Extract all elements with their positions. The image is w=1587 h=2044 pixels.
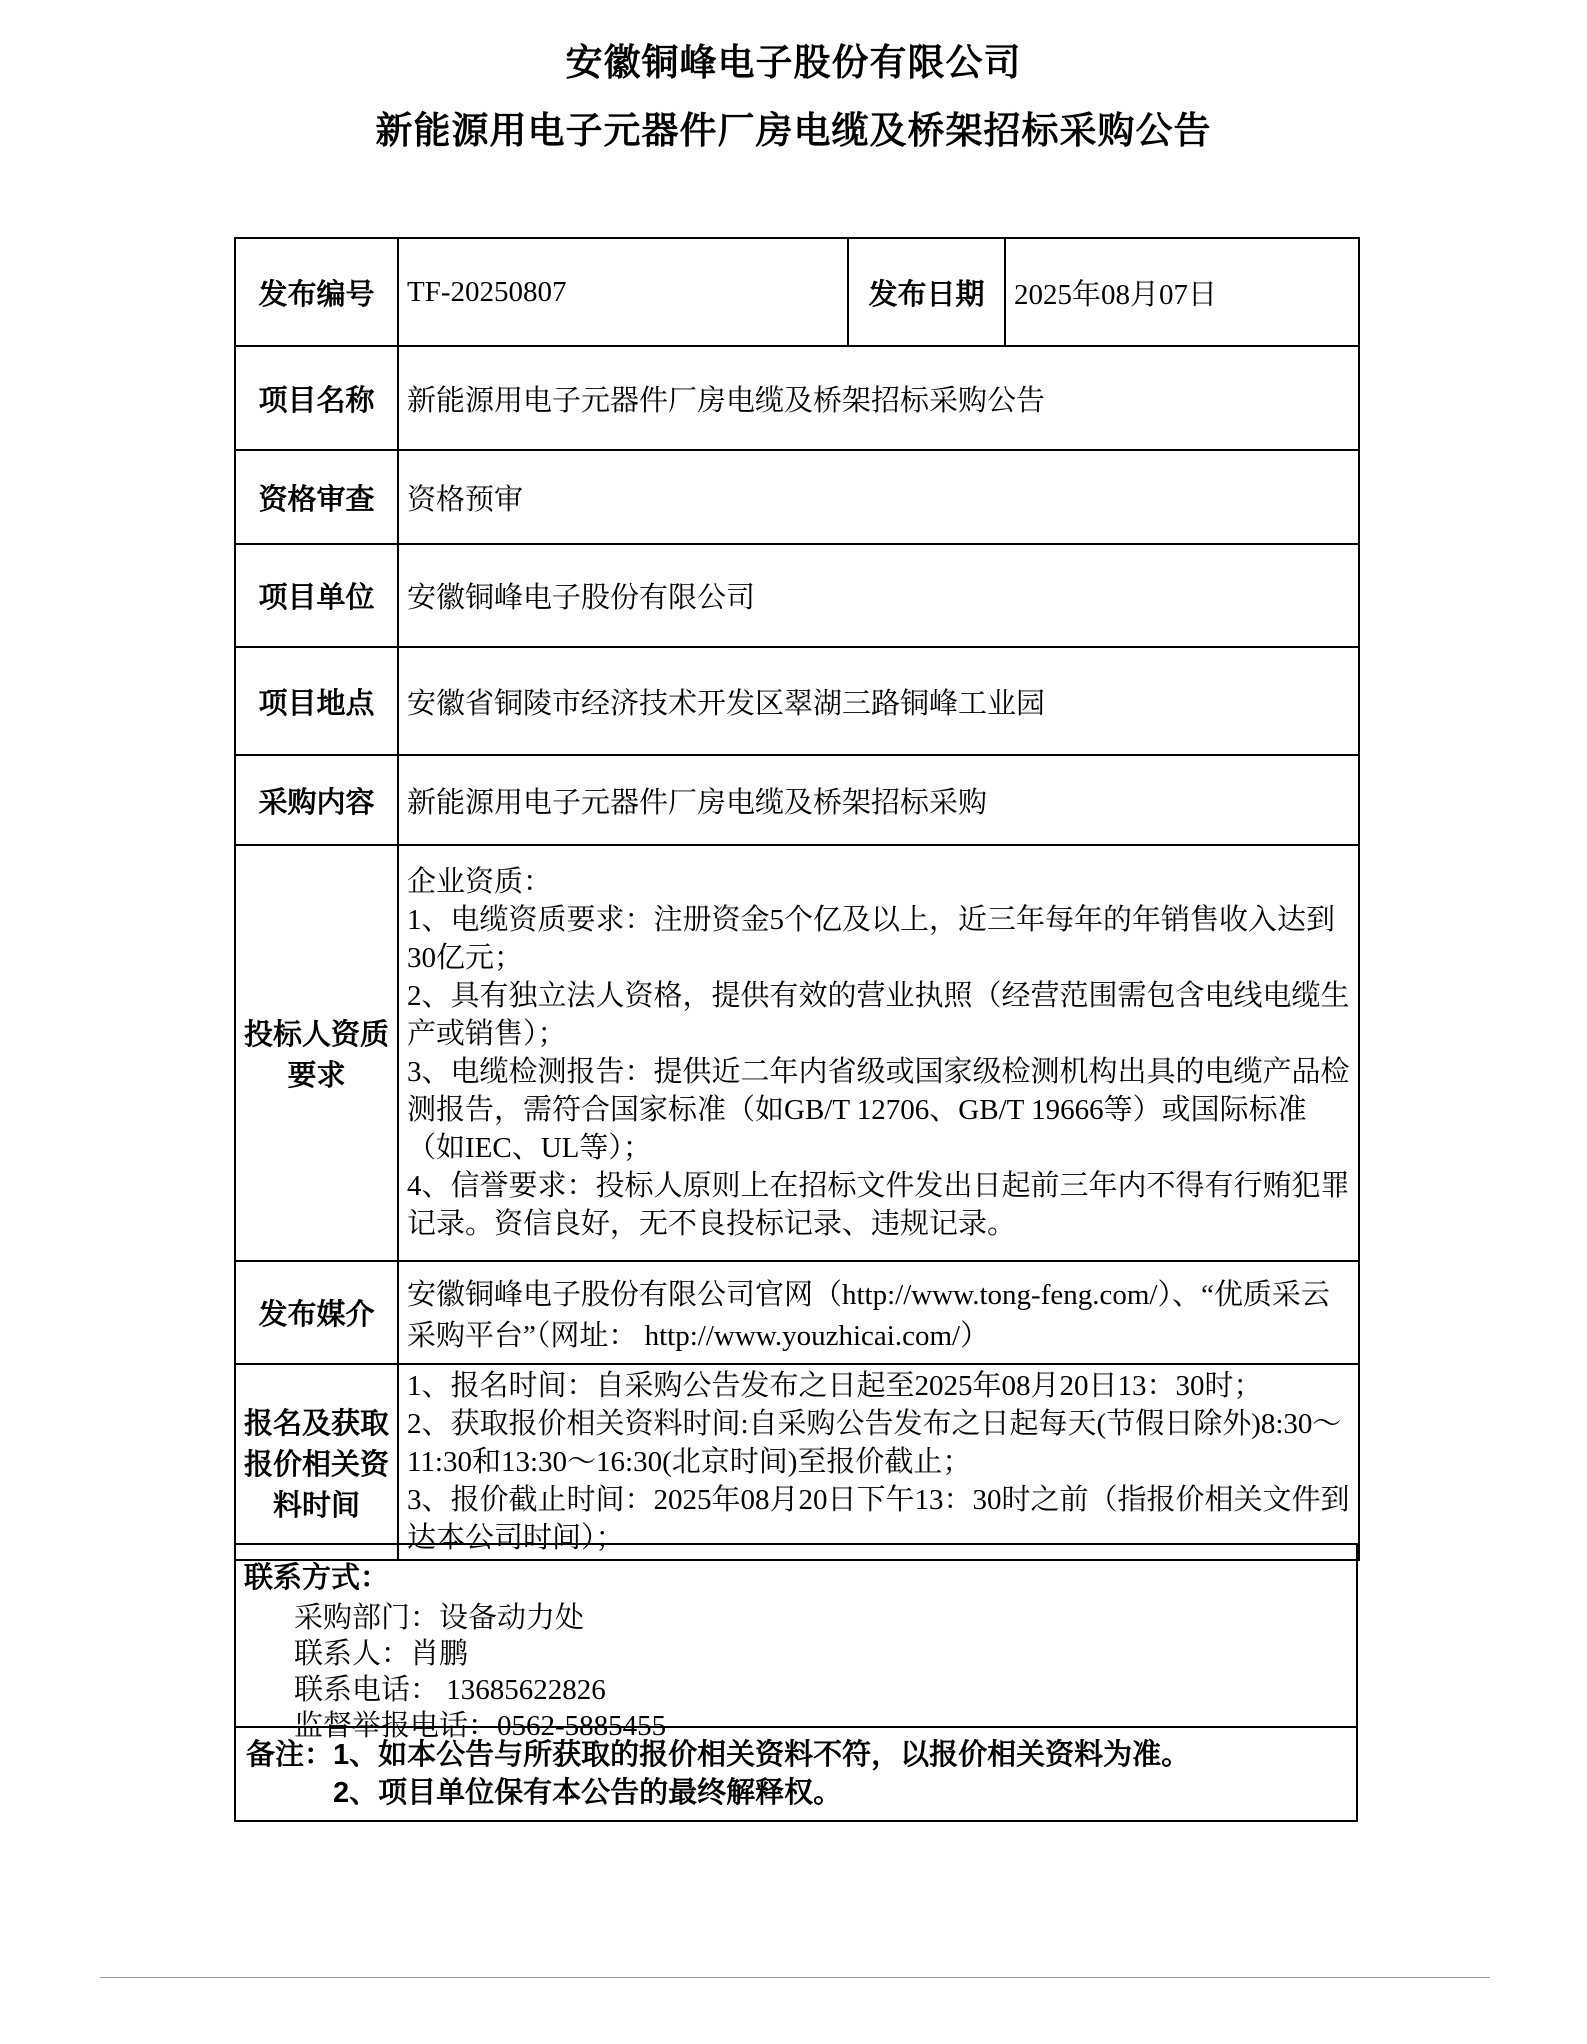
contact-phone: 联系电话： 13685622826 xyxy=(294,1674,606,1706)
qualification-review-label: 资格审查 xyxy=(235,450,398,544)
project-name-value: 新能源用电子元器件厂房电缆及桥架招标采购公告 xyxy=(398,346,1359,450)
qualification-line: 企业资质： xyxy=(407,866,553,898)
qualification-review-value: 资格预审 xyxy=(398,450,1359,544)
publish-media-value: 安徽铜峰电子股份有限公司官网（http://www.tong-feng.com/）、“优质采云采购平台”（网址： http://www.youzhicai.com/） xyxy=(398,1261,1359,1364)
publish-no-value: TF-20250807 xyxy=(398,238,848,346)
remark-line-2: 2、项目单位保有本公告的最终解释权。 xyxy=(333,1777,843,1809)
bidder-qualification-value xyxy=(398,845,1359,1261)
table-row-publish xyxy=(235,238,1359,346)
qualification-line: 2、具有独立法人资格，提供有效的营业执照（经营范围需包含电线电缆生产或销售）； xyxy=(407,980,1350,1050)
schedule-line: 3、报价截止时间：2025年08月20日下午13：30时之前（指报价相关文件到达本公司时间）； xyxy=(407,1484,1350,1554)
footer-divider xyxy=(100,1977,1490,1978)
remarks-section xyxy=(234,1726,1358,1822)
project-location-value: 安徽省铜陵市经济技术开发区翠湖三路铜峰工业园 xyxy=(398,647,1359,755)
company-title: 安徽铜峰电子股份有限公司 xyxy=(565,42,1022,83)
qualification-line: 4、信誉要求：投标人原则上在招标文件发出日起前三年内不得有行贿犯罪记录。资信良好，无不良投标记录、违规记录。 xyxy=(407,1170,1350,1240)
schedule-line: 1、报名时间：自采购公告发布之日起至2025年08月20日13：30时； xyxy=(407,1370,1263,1402)
qualification-line: 3、电缆检测报告：提供近二年内省级或国家级检测机构出具的电缆产品检测报告，需符合国家标准（如GB/T 12706、GB/T 19666等）或国际标准（如IEC、UL等）； xyxy=(407,1056,1350,1164)
contact-department: 采购部门：设备动力处 xyxy=(294,1602,585,1634)
bidder-qualification-label: 投标人资质要求 xyxy=(235,845,398,1261)
table-row-publish-media xyxy=(235,1261,1359,1364)
contact-heading: 联系方式： xyxy=(244,1562,390,1594)
publish-date-value: 2025年08月07日 xyxy=(1005,238,1359,346)
project-location-label: 项目地点 xyxy=(235,647,398,755)
remark-line-1: 备注：1、如本公告与所获取的报价相关资料不符，以报价相关资料为准。 xyxy=(246,1739,1191,1771)
publish-date-label: 发布日期 xyxy=(848,238,1005,346)
table-row-schedule xyxy=(235,1364,1359,1560)
qualification-line: 1、电缆资质要求：注册资金5个亿及以上，近三年每年的年销售收入达到30亿元； xyxy=(407,904,1336,974)
table-row-bidder-qualification xyxy=(235,845,1359,1261)
contact-supervision-phone: 监督举报电话：0562-5885455 xyxy=(294,1710,667,1742)
project-unit-value: 安徽铜峰电子股份有限公司 xyxy=(398,544,1359,647)
table-row-qualification-review xyxy=(235,450,1359,544)
project-name-label: 项目名称 xyxy=(235,346,398,450)
contact-person: 联系人：肖鹏 xyxy=(294,1638,469,1670)
project-unit-label: 项目单位 xyxy=(235,544,398,647)
table-row-project-name xyxy=(235,346,1359,450)
schedule-label: 报名及获取报价相关资料时间 xyxy=(235,1364,398,1560)
announcement-title: 新能源用电子元器件厂房电缆及桥架招标采购公告 xyxy=(375,110,1212,151)
schedule-line: 2、获取报价相关资料时间:自采购公告发布之日起每天(节假日除外)8:30～11:30和13:30～16:30(北京时间)至报价截止； xyxy=(407,1408,1342,1478)
publish-media-label: 发布媒介 xyxy=(235,1261,398,1364)
procurement-content-value: 新能源用电子元器件厂房电缆及桥架招标采购 xyxy=(398,755,1359,845)
publish-no-label: 发布编号 xyxy=(235,238,398,346)
table-row-project-location xyxy=(235,647,1359,755)
announcement-table xyxy=(234,237,1360,1561)
table-row-procurement-content xyxy=(235,755,1359,845)
contact-section xyxy=(234,1543,1358,1742)
schedule-value xyxy=(398,1364,1359,1560)
procurement-content-label: 采购内容 xyxy=(235,755,398,845)
table-row-project-unit xyxy=(235,544,1359,647)
